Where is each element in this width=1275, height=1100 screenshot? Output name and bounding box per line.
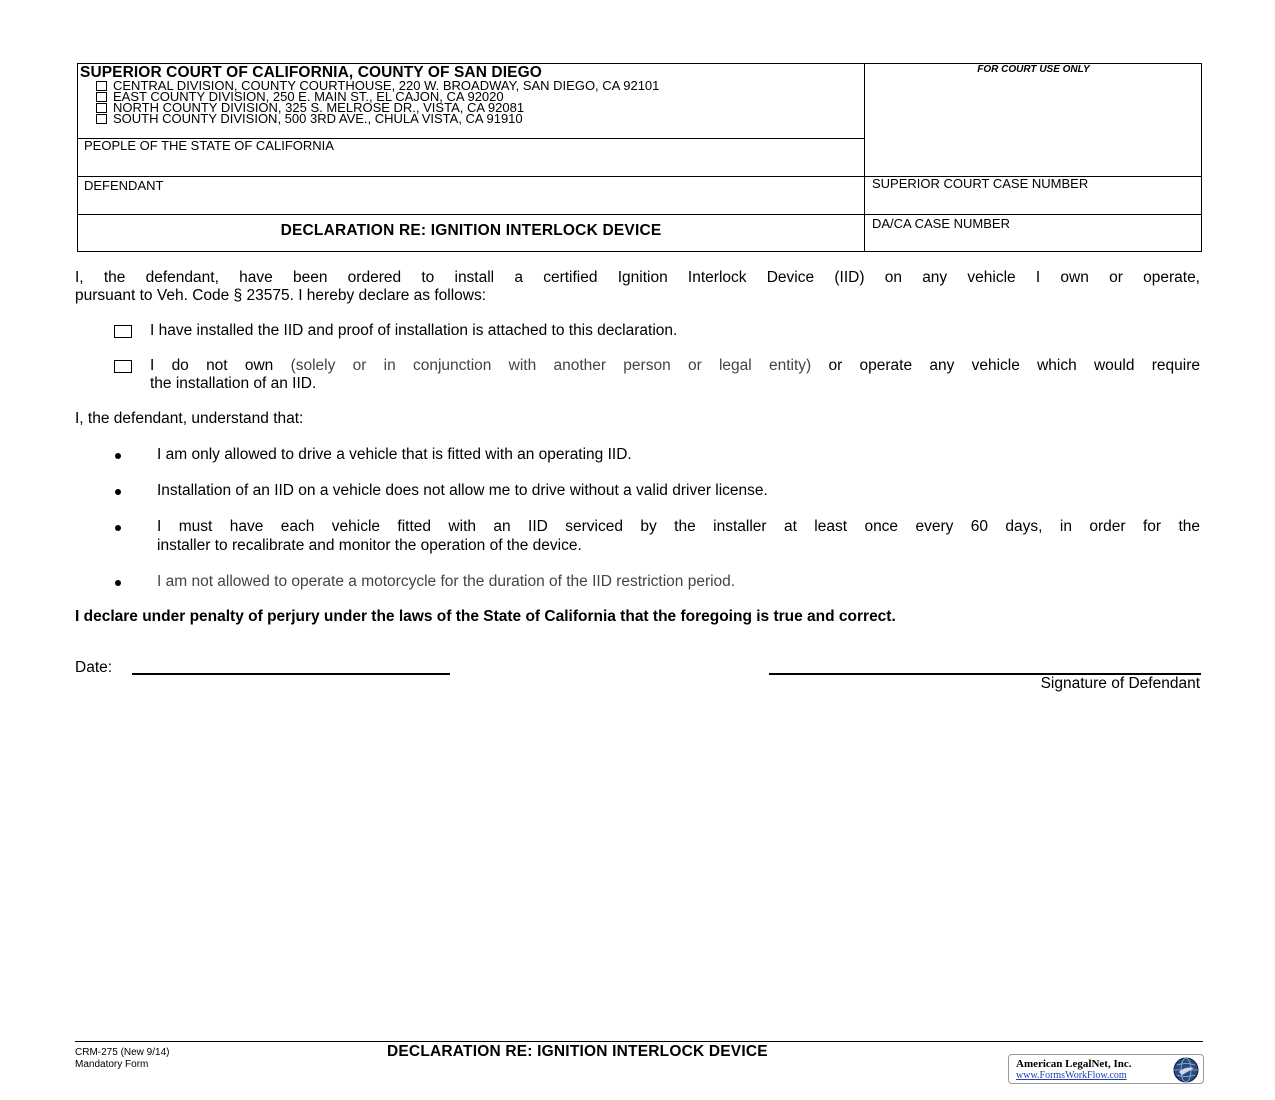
da-case-number-label: DA/CA CASE NUMBER: [872, 216, 1010, 231]
option-not-own-line-1: [150, 357, 1200, 376]
option-not-own-text-b: or operate any vehicle which would require: [811, 357, 1200, 374]
division-east-checkbox[interactable]: [96, 92, 107, 102]
option-not-own-text-a: I do not own: [150, 357, 291, 374]
option-not-own-line-2: the installation of an IID.: [150, 375, 317, 392]
division-north-checkbox[interactable]: [96, 103, 107, 113]
footer-form-number: CRM-275 (New 9/14): [75, 1047, 170, 1058]
option-not-own-parenthetical: (solely or in conjunction with another person or legal entity): [290, 357, 812, 374]
plaintiff-label: PEOPLE OF THE STATE OF CALIFORNIA: [84, 138, 334, 153]
bullet-dot-2: [115, 489, 121, 495]
footer-rule: [75, 1041, 1203, 1042]
bullet-3-text-line-1: I must have each vehicle fitted with an IID serviced by the installer at least once every 60 days, in order for the: [157, 518, 1200, 535]
signature-label: Signature of Defendant: [1040, 675, 1200, 692]
bullet-2-text: Installation of an IID on a vehicle does not allow me to drive without a valid driver license.: [157, 482, 768, 499]
court-title: SUPERIOR COURT OF CALIFORNIA, COUNTY OF SAN DIEGO: [80, 64, 542, 81]
division-east-label: EAST COUNTY DIVISION, 250 E. MAIN ST., EL CAJON, CA 92020: [113, 89, 504, 104]
caption-table: [77, 63, 1202, 252]
defendant-label: DEFENDANT: [84, 178, 164, 193]
for-court-use-only-label: FOR COURT USE ONLY: [977, 64, 1090, 75]
bullet-4-text: I am not allowed to operate a motorcycle for the duration of the IID restriction period.: [157, 573, 736, 590]
intro-line-1: I, the defendant, have been ordered to install a certified Ignition Interlock Device (IID) on any vehicle I own or operate,: [75, 269, 1200, 286]
option-installed-checkbox[interactable]: [114, 325, 132, 338]
superior-case-number-label: SUPERIOR COURT CASE NUMBER: [872, 176, 1089, 191]
understand-intro: I, the defendant, understand that:: [75, 410, 304, 427]
division-south[interactable]: [96, 113, 523, 125]
footer-mandatory: Mandatory Form: [75, 1059, 149, 1070]
form-title: DECLARATION RE: IGNITION INTERLOCK DEVICE: [280, 222, 662, 239]
bullet-dot-3: [115, 525, 121, 531]
option-not-own-checkbox[interactable]: [114, 360, 132, 373]
vendor-name: American LegalNet, Inc.: [1016, 1058, 1132, 1070]
caption-divider-vertical: [864, 64, 865, 251]
vendor-url[interactable]: www.FormsWorkFlow.com: [1016, 1070, 1127, 1081]
option-installed-label: I have installed the IID and proof of installation is attached to this declaration.: [150, 322, 678, 339]
division-south-label: SOUTH COUNTY DIVISION, 500 3RD AVE., CHULA VISTA, CA 91910: [113, 111, 523, 126]
footer-title: DECLARATION RE: IGNITION INTERLOCK DEVICE: [387, 1043, 768, 1060]
division-south-checkbox[interactable]: [96, 114, 107, 124]
division-north-label: NORTH COUNTY DIVISION, 325 S. MELROSE DR., VISTA, CA 92081: [113, 100, 525, 115]
bullet-1-text: I am only allowed to drive a vehicle that is fitted with an operating IID.: [157, 446, 632, 463]
division-central-label: CENTRAL DIVISION, COUNTY COURTHOUSE, 220 W. BROADWAY, SAN DIEGO, CA 92101: [113, 78, 660, 93]
bullet-dot-1: [115, 453, 121, 459]
date-label: Date:: [75, 659, 113, 676]
intro-line-2: pursuant to Veh. Code § 23575. I hereby declare as follows:: [75, 287, 487, 304]
vendor-logo[interactable]: [1008, 1054, 1204, 1084]
globe-icon: [1173, 1057, 1199, 1083]
bullet-3-text-line-2: installer to recalibrate and monitor the operation of the device.: [157, 537, 582, 554]
perjury-statement: I declare under penalty of perjury under the laws of the State of California that the foregoing is true and correct.: [75, 608, 896, 625]
division-central-checkbox[interactable]: [96, 81, 107, 91]
caption-divider-3: [78, 214, 1201, 215]
bullet-dot-4: [115, 580, 121, 586]
date-field[interactable]: [132, 673, 450, 675]
